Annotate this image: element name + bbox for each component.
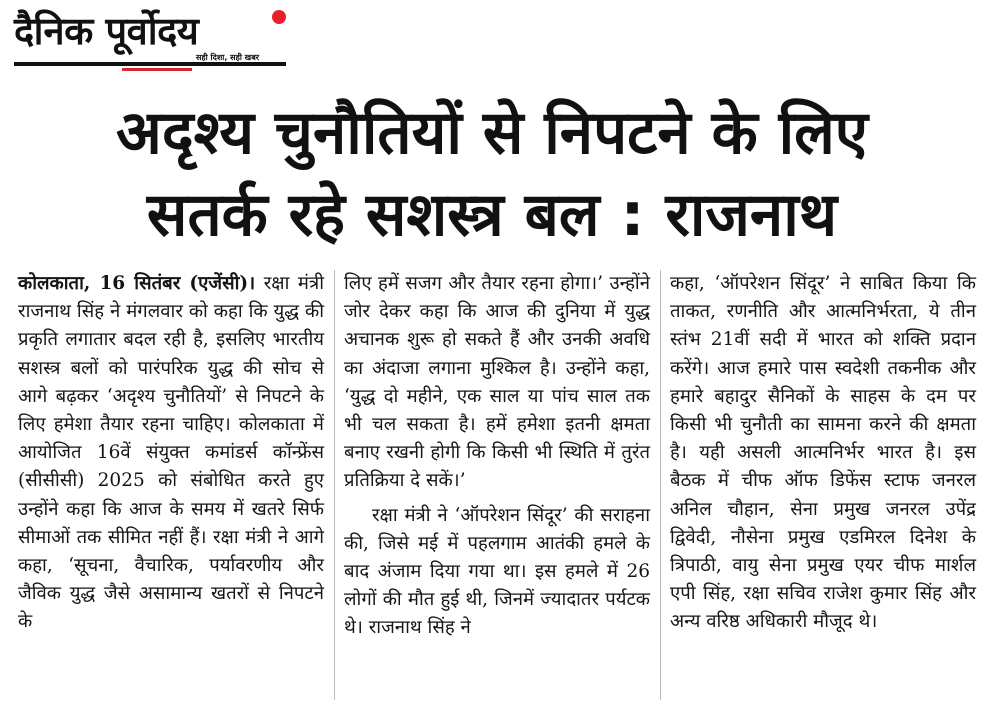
- article-column-1: [18, 270, 324, 637]
- dateline: कोलकाता, 16 सितंबर (एजेंसी)।: [18, 273, 256, 294]
- logo-dot-icon: [272, 10, 286, 24]
- article-column-2: [344, 270, 650, 643]
- column-3-paragraph: कहा, ‘ऑपरेशन सिंदूर’ ने साबित किया कि ताकत, रणनीति और आत्मनिर्भरता, ये तीन स्तंभ 21वीं सदी में भारत को शक्ति प्रदान करेंगे। आज हमारे पास स्वदेशी तकनीक और हमारे बहादुर सैनिकों के साहस के दम पर किसी भी चुनौती का सामना करने की क्षमता है। यही असली आत्मनिर्भर भारत है। इस बैठक में चीफ ऑफ डिफेंस स्टाफ जनरल अनिल चौहान, सेना प्रमुख जनरल उपेंद्र द्विवेदी, नौसेना प्रमुख एडमिरल दिनेश के त्रिपाठी, वायु सेना प्रमुख एयर चीफ मार्शल एपी सिंह, रक्षा सचिव राजेश कुमार सिंह और अन्य वरिष्ठ अधिकारी मौजूद थे।: [670, 273, 976, 633]
- headline-line-1: अदृश्य चुनौतियों से निपटने के लिए: [116, 98, 868, 168]
- headline-line-2: सतर्क रहे सशस्त्र बल : राजनाथ: [146, 180, 838, 250]
- masthead-tagline: सही दिशा, सही खबर: [196, 53, 260, 62]
- masthead-accent-bar: [122, 68, 192, 71]
- column-2-paragraph-2: रक्षा मंत्री ने ‘ऑपरेशन सिंदूर’ की सराहना की, जिसे मई में पहलगाम आतंकी हमले के बाद अंजाम दिया गया था। इस हमले में 26 लोगों की मौत हुई थी, जिनमें ज्यादातर पर्यटक थे। राजनाथ सिंह ने: [344, 504, 650, 639]
- column-2-paragraph-1: लिए हमें सजग और तैयार रहना होगा।’ उन्होंने जोर देकर कहा कि आज की दुनिया में युद्ध अचानक शुरू हो सकते हैं और उनकी अवधि का अंदाजा लगाना मुश्किल है। उन्होंने कहा, ‘युद्ध दो महीने, एक साल या पांच साल तक भी चल सकता है। हमें हमेशा इतनी क्षमता बनाए रखनी होगी कि किसी भी स्थिति में तुरंत प्रतिक्रिया दे सकें।’: [344, 273, 650, 492]
- column-divider: [334, 270, 335, 700]
- newspaper-logo: दैनिक पूर्वोदय: [14, 9, 199, 53]
- article-column-3: [670, 270, 976, 637]
- masthead: [14, 6, 286, 74]
- column-1-text: रक्षा मंत्री राजनाथ सिंह ने मंगलवार को कहा कि युद्ध की प्रकृति लगातार बदल रही है, इसलिए भारतीय सशस्त्र बलों को पारंपरिक युद्ध की सोच से आगे बढ़कर ‘अदृश्य चुनौतियों’ से निपटने के लिए हमेशा तैयार रहना चाहिए। कोलकाता में आयोजित 16वें संयुक्त कमांडर्स कॉन्फ्रेंस (सीसीसी) 2025 को संबोधित करते हुए उन्होंने कहा कि आज के समय में खतरे सिर्फ सीमाओं तक सीमित नहीं हैं। रक्षा मंत्री ने आगे कहा, ‘सूचना, वैचारिक, पर्यावरणीय और जैविक युद्ध जैसे असामान्य खतरों से निपटने के: [18, 273, 324, 633]
- column-1-paragraph: [18, 270, 324, 637]
- article-headline: [20, 92, 964, 256]
- column-divider: [660, 270, 661, 700]
